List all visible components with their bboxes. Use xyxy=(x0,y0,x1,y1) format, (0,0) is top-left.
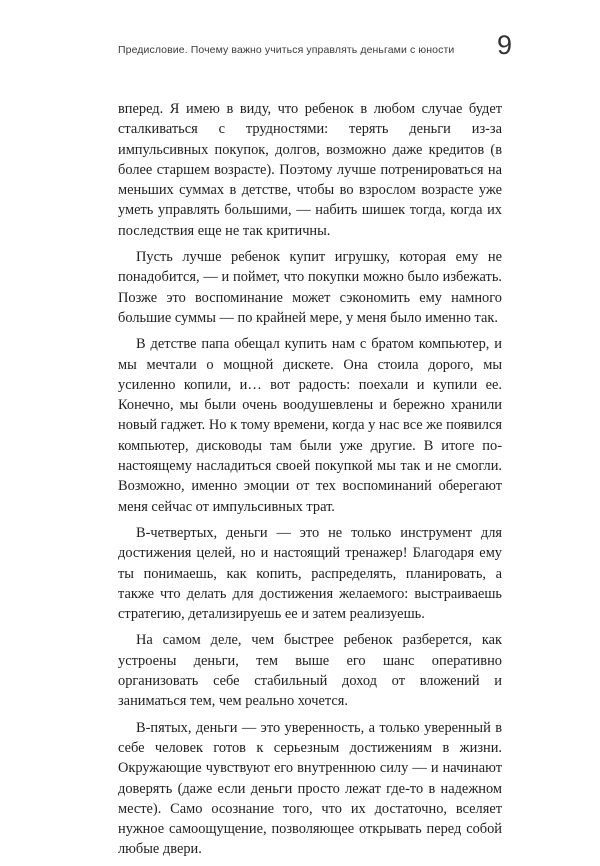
paragraph-1: вперед. Я имею в виду, что ребенок в любом случае будет сталкиваться с трудностями: терять деньги из-за импульсивных покупок, долгов, возможно даже кредитов (в более старшем возрасте). Поэтому лучше потренироваться на меньших суммах в детстве, чтобы во взрослом возрасте уже уметь управлять большими, — набить шишек тогда, когда их последствия еще не так критичны. xyxy=(118,101,502,239)
paragraph-3: В детстве папа обещал купить нам с братом компьютер, и мы мечтали о мощной дискете. Она стоила дорого, мы усиленно копили, и… вот радость: поехали и купили ее. Конечно, мы были очень воодушевлены и бережно хранили новый гаджет. Но к тому времени, когда у нас все же появился компьютер, дисководы там были уже другие. В итоге по-настоящему насладиться своей покупкой мы так и не смогли. Возможно, именно эмоции от тех воспоминаний оберегают меня сейчас от импульсивных трат. xyxy=(118,336,502,515)
running-header: Предисловие. Почему важно учиться управлять деньгами с юности xyxy=(118,44,455,56)
paragraph-5: На самом деле, чем быстрее ребенок разберется, как устроены деньги, тем выше его шанс оперативно организовать себе стабильный доход от вложений и заниматься тем, чем реально хочется. xyxy=(118,632,502,710)
paragraph-2: Пусть лучше ребенок купит игрушку, которая ему не понадобится, — и поймет, что покупки можно было избежать. Позже это воспоминание может сэкономить ему намного большие суммы — по крайней мере, у меня было именно так. xyxy=(118,249,502,326)
body-text xyxy=(118,99,502,866)
paragraph-6: В-пятых, деньги — это уверенность, а только уверенный в себе человек готов к серьезным достижениям в жизни. Окружающие чувствуют его внутреннюю силу — и начинают доверять (даже если деньги просто лежат где-то в надежном месте). Само осознание того, что их достаточно, вселяет нужное самоощущение, позволяющее открывать перед собой любые двери. xyxy=(118,719,502,858)
page-number: 9 xyxy=(496,30,512,60)
paragraph-4: В-четвертых, деньги — это не только инструмент для достижения целей, но и настоящий тренажер! Благодаря ему ты понимаешь, как копить, распределять, планировать, а также что делать для достижения желаемого: выстраиваешь стратегию, детализируешь ее и затем реализуешь. xyxy=(118,524,502,623)
